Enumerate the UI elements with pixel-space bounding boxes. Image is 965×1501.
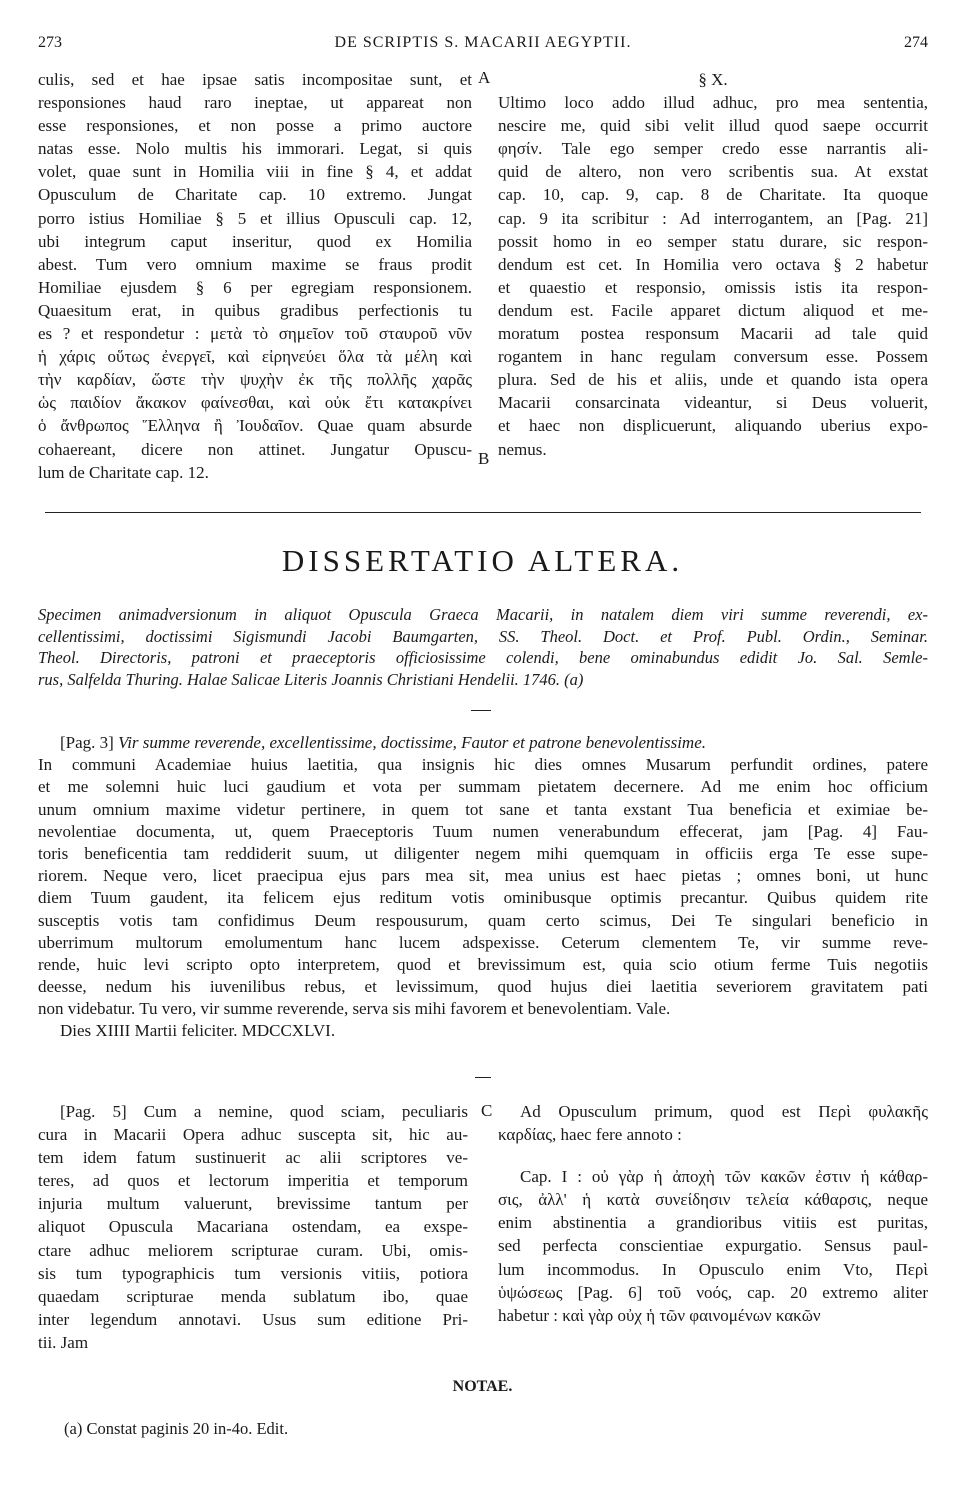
left-top-line: es ? et respondetur : μετὰ τὸ σημεῖον τοῦ σταυροῦ νῦν [38, 324, 472, 344]
running-header [38, 34, 928, 56]
notes-heading: NOTAE. [452, 1378, 513, 1395]
left-bottom-line: [Pag. 5] Cum a nemine, quod sciam, peculiaris [60, 1102, 468, 1121]
dedication-letter [38, 732, 928, 1043]
right-top-line: φησίν. Tale ego semper credo esse narrantis ali- [498, 139, 928, 159]
section-divider-rule [45, 512, 921, 513]
left-bottom-line: tii. Jam [38, 1332, 89, 1352]
left-top-line: lum de Charitate cap. 12. [38, 462, 209, 482]
right-top-line: plura. Sed de his et aliis, unde et quando ista opera [498, 370, 928, 390]
left-top-line: ὁ ἄνθρωπος Ἕλληνα ἢ Ἰουδαῖον. Quae quam absurde [38, 416, 472, 436]
left-top-line: ὡς παιδίον ἄκακον φαίνεσθαι, καὶ οὐκ ἔτι κατακρίνει [38, 393, 472, 413]
left-top-line: Quaesitum erat, in quibus gradibus perfectionis tu [38, 300, 472, 320]
cap-line: Cap. I : οὐ γὰρ ἡ ἀποχὴ τῶν κακῶν ἐστιν ἡ κάθαρ- [520, 1167, 928, 1187]
letter-line: In communi Academiae huius laetitia, qua insignis hic dies omnes Musarum perfundit ordines, patere [38, 755, 928, 775]
left-bottom-line: tem idem fatum sustinuerit ac alii scriptores ve- [38, 1148, 468, 1168]
letter-line: susceptis votis tam confidimus Deum respousurum, quam certo scimus, Dei Te singulari beneficio in [38, 910, 928, 930]
dissertation-subtitle [38, 604, 928, 690]
footnote: (a) Constat paginis 20 in-4o. Edit. [64, 1419, 289, 1438]
margin-marker-c: C [481, 1101, 493, 1120]
left-bottom-line: cura in Macarii Opera adhuc suscepta sit, hic au- [38, 1125, 468, 1145]
letter-line: unum omnium maxime videtur pertinere, in quem tot sane et tanta exstant Tua beneficia et eximiae be- [38, 799, 928, 819]
cap-line: habetur : καὶ γὰρ οὐχ ἡ τῶν φαινομένων κακῶν [498, 1305, 821, 1325]
left-bottom-line: aliquot Opuscula Macariana ostendam, ea exspe- [38, 1217, 468, 1237]
right-top-line: dendum est. Facile apparet dictum aliquod et me- [498, 300, 928, 320]
right-top-line: nescire me, quid sibi velit illud quod saepe occurrit [498, 116, 928, 136]
subtitle-line: Theol. Directoris, patroni et praeceptoris officiosissime colendi, bene ominabundus edidit Jo. Sal. Semle- [38, 648, 928, 667]
right-top-line: § X. [698, 70, 728, 89]
margin-marker-a: A [478, 68, 491, 87]
right-bottom-intro-line: καρδίας, haec fere annoto : [498, 1125, 682, 1145]
left-bottom-line: sis tum typographicis tum versionis vitiis, potiora [38, 1263, 468, 1283]
left-bottom-line: inter legendum annotavi. Usus sum editione Pri- [38, 1309, 468, 1329]
letter-line: riorem. Neque vero, licet praecipua ejus pars mea sit, mea unius est haec pietas ; omnes boni, ut hunc [38, 866, 928, 886]
cap-line: lum incommodus. In Opusculo enim Vto, Περὶ [498, 1259, 928, 1279]
letter-line: uberrimum multorum emolumentum hanc lucem adspexisse. Ceterum clementem Te, vir summe reve- [38, 932, 928, 952]
cap-line: enim abstinentia a grandioribus vitiis est puritas, [498, 1213, 928, 1233]
letter-line: rende, huic levi scripto opto interpretem, quod et brevissimum est, quia scio otium ferme Tuis negotiis [38, 954, 928, 974]
subtitle-line: cellentissimi, doctissimi Sigismundi Jacobi Baumgarten, SS. Theol. Doct. et Prof. Publ. Ordin., Seminar. [38, 626, 928, 646]
left-bottom-line: teres, ad quos et lectorum imperitia et temporum [38, 1171, 468, 1191]
left-top-line: ἡ χάρις οὕτως ἐνεργεῖ, καὶ εἰρηνεύει ὅλα τὰ μέλη καὶ [38, 347, 472, 367]
running-title: DE SCRIPTIS S. MACARII AEGYPTII. [334, 34, 632, 51]
right-top-line: et haec non displicuerunt, aliquando uberius expo- [498, 416, 928, 436]
right-top-line: possit homo in eo semper statu durare, sic respon- [498, 231, 928, 251]
right-top-line: et quaestio et responsio, omissis istis ita respon- [498, 277, 928, 297]
left-column-top [38, 68, 472, 484]
letter-line: et me solemni huic luci gaudium et vota per summam pietatem decernere. Ad me enim hoc officium [38, 777, 928, 797]
cap-line: sed perfecta conscientiae expurgatio. Sensus paul- [498, 1236, 928, 1256]
left-top-line: τὴν καρδίαν, ὥστε τὴν ψυχὴν ἐκ τῆς πολλῆς χαρᾶς [38, 370, 472, 390]
left-top-line: natas esse. Nolo multis his immorari. Legat, si quis [38, 139, 472, 159]
letter-line: deesse, nedum his iuvenilibus rebus, et levissimum, quod hujus diei laetitia severiorem gravitatem pati [38, 977, 928, 997]
left-top-line: responsiones haud raro ineptae, ut appareat non [38, 93, 472, 113]
salutation-text: Vir summe reverende, excellentissime, doctissime, Fautor et patrone benevolentissime. [118, 733, 706, 752]
letter-line: toris beneficentia tam reddiderit suum, ut diligenter negem mihi quemquam in officiis erga Te esse supe- [38, 843, 928, 863]
left-column-bottom [38, 1100, 468, 1354]
left-top-line: ubi integrum caput inseritur, quod ex Homilia [38, 231, 472, 251]
left-top-line: porro istius Homiliae § 5 et illius Opusculi cap. 12, [38, 208, 472, 228]
subtitle-line: rus, Salfelda Thuring. Halae Salicae Literis Joannis Christiani Hendelii. 1746. (a) [38, 669, 584, 689]
margin-marker-b: B [478, 449, 490, 468]
left-bottom-line: ctare adhuc meliorem scripturae curam. Ubi, omis- [38, 1240, 468, 1260]
right-bottom-intro-line: Ad Opusculum primum, quod est Περὶ φυλακῆς [520, 1102, 928, 1121]
short-dash-divider [471, 710, 491, 711]
right-top-line: moratum postea responsum Macarii ad tale quid [498, 324, 928, 344]
left-bottom-line: injuria multum valuerunt, brevissime tantum per [38, 1194, 468, 1214]
right-top-line: nemus. [498, 439, 547, 459]
left-page-number: 273 [38, 34, 62, 51]
left-top-line: cohaereant, dicere non attinet. Jungatur Opuscu- [38, 439, 472, 459]
subtitle-line: Specimen animadversionum in aliquot Opuscula Graeca Macarii, in natalem diem viri summe reverendi, ex- [38, 605, 928, 624]
dissertation-title: DISSERTATIO ALTERA. [281, 543, 684, 578]
cap-line: σις, ἀλλ' ἡ κατὰ συνείδησιν τελεία κάθαρσις, neque [498, 1190, 928, 1210]
right-top-line: rogantem in hanc regulam conversum esse. Possem [498, 347, 928, 367]
salutation-page-ref: [Pag. 3] [60, 733, 114, 752]
cap-line: ὑψώσεως [Pag. 6] τοῦ νοός, cap. 20 extremo aliter [498, 1282, 928, 1302]
left-top-line: esse responsiones, et non posse a primo auctore [38, 116, 472, 136]
left-top-line: Homiliae ejusdem § 6 per egregiam responsionem. [38, 277, 472, 297]
right-column-bottom [498, 1100, 928, 1327]
left-bottom-line: quaedam scripturae menda sublatum ibo, quae [38, 1286, 468, 1306]
right-top-line: dendum est cet. In Homilia vero octava § 2 habetur [498, 254, 928, 274]
left-top-line: volet, quae sunt in Homilia viii in fine § 4, et addat [38, 162, 472, 182]
right-column-top [498, 68, 928, 461]
right-top-line: cap. 10, cap. 9, cap. 8 de Charitate. Ita quoque [498, 185, 928, 205]
letter-line: non videbatur. Tu vero, vir summe reverende, serva sis mihi favorem et benevolentiam. Vale. [38, 999, 671, 1019]
letter-line: nevolentiae documenta, ut, quem Praeceptoris Tuum numen venerabundum effecerat, jam [Pag. 4] Fau- [38, 821, 928, 841]
letter-closing: Dies XIIII Martii feliciter. MDCCXLVI. [60, 1021, 336, 1041]
left-top-line: Opusculum de Charitate cap. 10 extremo. Jungat [38, 185, 472, 205]
short-dash-divider-2 [475, 1077, 491, 1078]
right-page-number: 274 [904, 34, 928, 51]
right-top-line: Ultimo loco addo illud adhuc, pro mea sententia, [498, 93, 928, 113]
paragraph-spacer [498, 1146, 928, 1165]
letter-salutation [38, 732, 928, 754]
left-top-line: culis, sed et hae ipsae satis incompositae sunt, et [38, 70, 472, 89]
right-top-line: quid de altero, non vero scribentis sua. At exstat [498, 162, 928, 182]
right-top-line: cap. 9 ita scribitur : Ad interrogantem, an [Pag. 21] [498, 208, 928, 228]
letter-line: diem Tuum gaudent, ita felicem ejus reditum votis ominibusque optimis precantur. Quibus quidem rite [38, 888, 928, 908]
left-top-line: abest. Tum vero omnium maxime se fraus prodit [38, 254, 472, 274]
right-top-line: Macarii consarcinata videantur, si Deus voluerit, [498, 393, 928, 413]
